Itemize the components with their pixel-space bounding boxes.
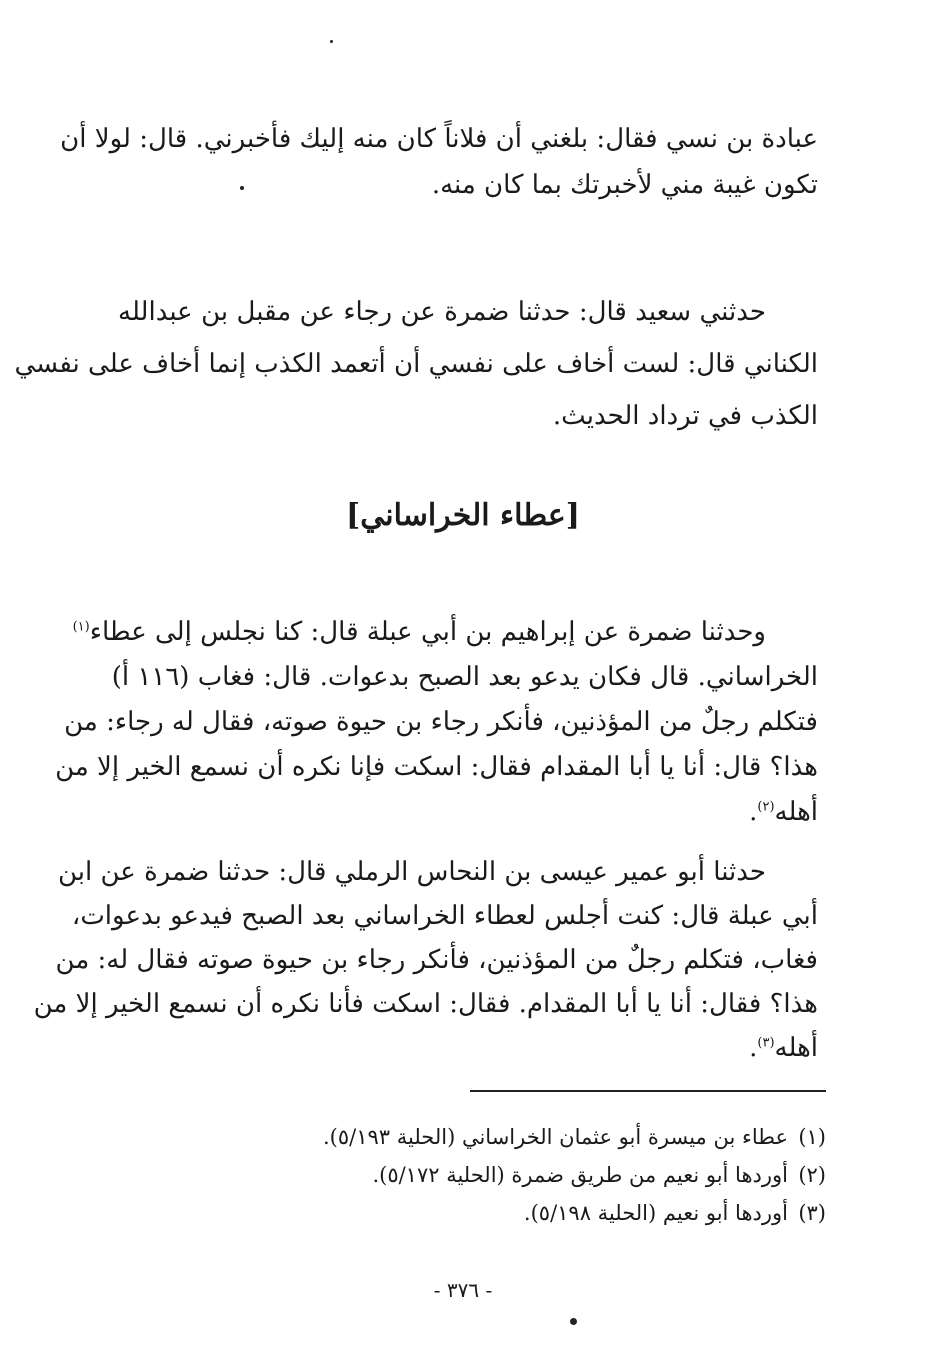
footnote-text: عطاء بن ميسرة أبو عثمان الخراساني (الحلية ٥/١٩٣). <box>322 1125 788 1149</box>
line-text: . <box>749 1033 758 1063</box>
line-text: . <box>749 797 758 827</box>
text-line: عبادة بن نسي فقال: بلغني أن فلاناً كان منه إليك فأخبرني. قال: لولا أن <box>60 124 818 154</box>
footnote-ref: (١) <box>72 619 90 635</box>
footnote-text: أوردها أبو نعيم من طريق ضمرة (الحلية ٥/١٧٢). <box>372 1163 788 1187</box>
footnote-separator <box>470 1090 826 1092</box>
footnote-number: (٣) <box>798 1201 826 1225</box>
footnote-number: (١) <box>798 1125 826 1149</box>
text-line: حدثني سعيد قال: حدثنا ضمرة عن رجاء عن مقبل بن عبدالله <box>118 297 766 327</box>
text-line: هذا؟ قال: أنا يا أبا المقدام فقال: اسكت فإنا نكره أن نسمع الخير إلا من <box>55 752 818 782</box>
paragraph-ata-narration <box>55 610 818 835</box>
footnote-item <box>300 1118 826 1156</box>
line-text: أهله <box>774 797 818 827</box>
text-line: الكناني قال: لست أخاف على نفسي أن أتعمد الكذب إنما أخاف على نفسي <box>14 349 818 379</box>
paragraph-abu-umair-narration <box>33 850 818 1070</box>
ink-speck <box>330 40 333 43</box>
text-line <box>72 610 818 655</box>
text-line: فتكلم رجلٌ من المؤذنين، فأنكر رجاء بن حيوة صوته، فقال له رجاء: من <box>64 707 818 737</box>
text-line: هذا؟ فقال: أنا يا أبا المقدام. فقال: اسكت فأنا نكره أن نسمع الخير إلا من <box>33 989 818 1019</box>
page-number: - ٣٧٦ - <box>433 1278 493 1302</box>
text-line: حدثنا أبو عمير عيسى بن النحاس الرملي قال: حدثنا ضمرة عن ابن <box>57 857 766 887</box>
footnote-item <box>300 1194 826 1232</box>
line-text: أهله <box>774 1033 818 1063</box>
text-line: أبي عبلة قال: كنت أجلس لعطاء الخراساني بعد الصبح فيدعو بدعوات، <box>71 901 818 931</box>
footnote-text: أوردها أبو نعيم (الحلية ٥/١٩٨). <box>523 1201 788 1225</box>
text-line: الكذب في ترداد الحديث. <box>552 401 818 431</box>
top-paragraph <box>60 116 818 208</box>
ink-speck <box>570 1318 577 1325</box>
line-text: وحدثنا ضمرة عن إبراهيم بن أبي عبلة قال: كنا نجلس إلى عطاء <box>89 617 766 647</box>
footnote-number: (٢) <box>798 1163 826 1187</box>
footnote-item <box>300 1156 826 1194</box>
text-line <box>118 1026 818 1070</box>
text-line: الخراساني. قال فكان يدعو بعد الصبح بدعوات. قال: فغاب (١١٦ أ) <box>111 662 818 692</box>
text-line: فغاب، فتكلم رجلٌ من المؤذنين، فأنكر رجاء بن حيوة صوته فقال له: من <box>55 945 818 975</box>
footnote-ref: (٣) <box>757 1035 775 1051</box>
text-line: تكون غيبة مني لأخبرتك بما كان منه. <box>431 170 818 200</box>
paragraph-said-narration <box>14 286 818 442</box>
section-heading: [عطاء الخراساني] <box>346 498 580 533</box>
text-line <box>118 790 818 835</box>
footnote-ref: (٢) <box>757 799 775 815</box>
footnotes <box>300 1118 826 1232</box>
